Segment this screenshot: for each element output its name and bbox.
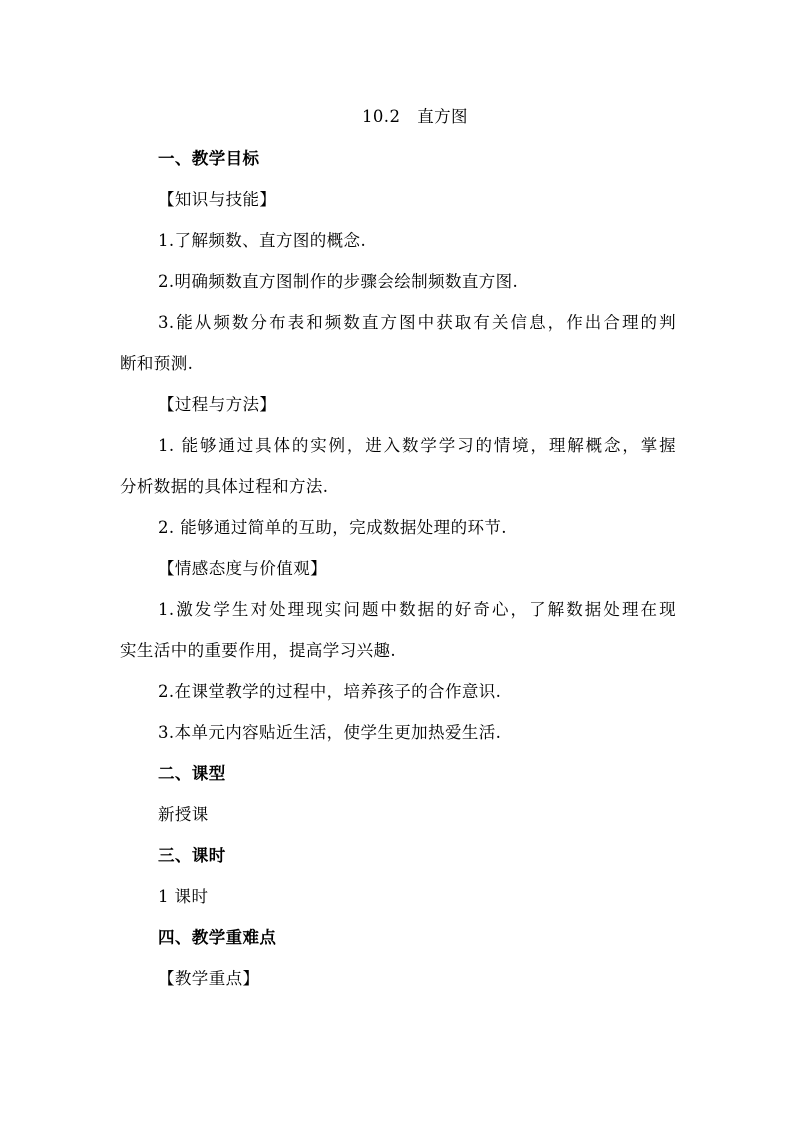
paragraph-class-hours: 1 课时 (158, 887, 209, 906)
paragraph-process-1-line2: 分析数据的具体过程和方法. (120, 477, 329, 496)
subheading-attitudes-values: 【情感态度与价值观】 (158, 559, 327, 578)
paragraph-attitude-1-line2: 实生活中的重要作用，提高学习兴趣. (120, 641, 397, 660)
paragraph-attitude-3: 3.本单元内容贴近生活，使学生更加热爱生活. (158, 723, 502, 742)
subheading-teaching-focus: 【教学重点】 (158, 969, 260, 988)
section-heading-key-difficult-points: 四、教学重难点 (158, 928, 277, 947)
paragraph-process-1-line1: 1. 能够通过具体的实例，进入数学学习的情境，理解概念，掌握 (158, 436, 676, 455)
subheading-knowledge-skills: 【知识与技能】 (158, 190, 277, 209)
paragraph-knowledge-3-line1: 3.能从频数分布表和频数直方图中获取有关信息，作出合理的判 (158, 313, 676, 332)
section-heading-lesson-type: 二、课型 (158, 764, 226, 783)
section-heading-class-hours: 三、课时 (158, 846, 226, 865)
subheading-process-methods: 【过程与方法】 (158, 395, 277, 414)
paragraph-lesson-type: 新授课 (158, 805, 209, 824)
paragraph-process-2: 2. 能够通过简单的互助，完成数据处理的环节. (158, 518, 507, 537)
paragraph-knowledge-2: 2.明确频数直方图制作的步骤会绘制频数直方图. (158, 272, 519, 291)
paragraph-attitude-1-line1: 1.激发学生对处理现实问题中数据的好奇心，了解数据处理在现 (158, 600, 676, 619)
paragraph-knowledge-3-line2: 断和预测. (120, 354, 194, 373)
paragraph-knowledge-1: 1.了解频数、直方图的概念. (158, 231, 367, 250)
page-title: 10.2 直方图 (362, 107, 468, 126)
section-heading-objectives: 一、教学目标 (158, 149, 260, 168)
paragraph-attitude-2: 2.在课堂教学的过程中，培养孩子的合作意识. (158, 682, 502, 701)
